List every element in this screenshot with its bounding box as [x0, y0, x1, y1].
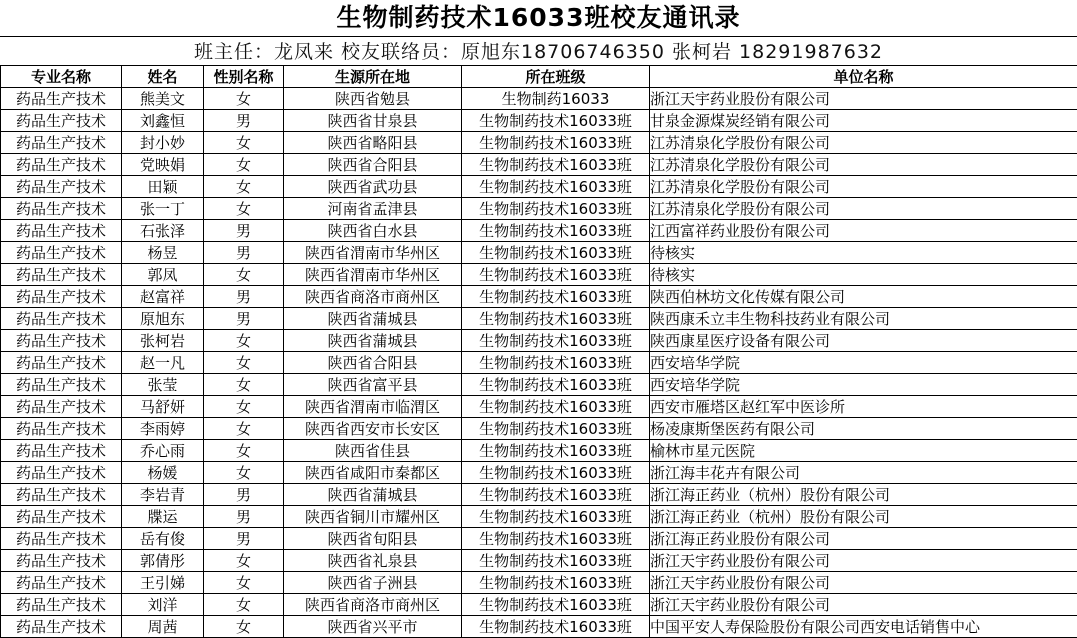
cell-employer: 西安市雁塔区赵红军中医诊所	[650, 396, 1077, 418]
header-gender: 性别名称	[204, 66, 284, 88]
cell-employer: 待核实	[650, 242, 1077, 264]
cell-gender: 女	[204, 550, 284, 572]
table-row	[1, 176, 1077, 198]
table-row	[1, 528, 1077, 550]
cell-major: 药品生产技术	[1, 550, 122, 572]
cell-class: 生物制药技术16033班	[462, 594, 650, 616]
cell-major: 药品生产技术	[1, 308, 122, 330]
cell-class: 生物制药技术16033班	[462, 242, 650, 264]
cell-class: 生物制药技术16033班	[462, 286, 650, 308]
cell-origin: 陕西省旬阳县	[284, 528, 462, 550]
cell-employer: 甘泉金源煤炭经销有限公司	[650, 110, 1077, 132]
cell-gender: 女	[204, 154, 284, 176]
cell-employer: 杨凌康斯堡医药有限公司	[650, 418, 1077, 440]
cell-name: 田颖	[122, 176, 204, 198]
cell-class: 生物制药技术16033班	[462, 154, 650, 176]
cell-name: 王引娣	[122, 572, 204, 594]
table-row	[1, 286, 1077, 308]
header-major: 专业名称	[1, 66, 122, 88]
cell-origin: 陕西省商洛市商州区	[284, 286, 462, 308]
cell-name: 张一丁	[122, 198, 204, 220]
cell-origin: 陕西省渭南市华州区	[284, 242, 462, 264]
cell-major: 药品生产技术	[1, 286, 122, 308]
cell-class: 生物制药技术16033班	[462, 374, 650, 396]
cell-origin: 河南省孟津县	[284, 198, 462, 220]
cell-origin: 陕西省蒲城县	[284, 330, 462, 352]
cell-gender: 女	[204, 572, 284, 594]
cell-origin: 陕西省蒲城县	[284, 308, 462, 330]
cell-major: 药品生产技术	[1, 352, 122, 374]
table-row	[1, 594, 1077, 616]
cell-class: 生物制药技术16033班	[462, 616, 650, 638]
cell-class: 生物制药技术16033班	[462, 462, 650, 484]
cell-major: 药品生产技术	[1, 528, 122, 550]
cell-name: 张柯岩	[122, 330, 204, 352]
cell-class: 生物制药技术16033班	[462, 418, 650, 440]
cell-origin: 陕西省西安市长安区	[284, 418, 462, 440]
cell-gender: 女	[204, 264, 284, 286]
cell-name: 李雨婷	[122, 418, 204, 440]
header-class: 所在班级	[462, 66, 650, 88]
cell-origin: 陕西省勉县	[284, 88, 462, 110]
cell-name: 赵一凡	[122, 352, 204, 374]
cell-employer: 江苏清泉化学股份有限公司	[650, 154, 1077, 176]
cell-class: 生物制药技术16033班	[462, 528, 650, 550]
cell-gender: 男	[204, 242, 284, 264]
table-row	[1, 550, 1077, 572]
cell-major: 药品生产技术	[1, 506, 122, 528]
cell-gender: 女	[204, 374, 284, 396]
cell-class: 生物制药技术16033班	[462, 550, 650, 572]
cell-employer: 榆林市星元医院	[650, 440, 1077, 462]
cell-origin: 陕西省略阳县	[284, 132, 462, 154]
cell-employer: 浙江海丰花卉有限公司	[650, 462, 1077, 484]
cell-gender: 女	[204, 616, 284, 638]
table-row	[1, 572, 1077, 594]
cell-major: 药品生产技术	[1, 396, 122, 418]
header-name: 姓名	[122, 66, 204, 88]
cell-employer: 浙江天宇药业股份有限公司	[650, 88, 1077, 110]
cell-major: 药品生产技术	[1, 594, 122, 616]
table-header-row	[1, 66, 1077, 88]
cell-gender: 女	[204, 462, 284, 484]
cell-gender: 女	[204, 176, 284, 198]
cell-gender: 男	[204, 506, 284, 528]
cell-gender: 女	[204, 88, 284, 110]
cell-name: 马舒妍	[122, 396, 204, 418]
cell-major: 药品生产技术	[1, 198, 122, 220]
cell-gender: 男	[204, 484, 284, 506]
cell-origin: 陕西省商洛市商州区	[284, 594, 462, 616]
table-row	[1, 154, 1077, 176]
alumni-table	[0, 65, 1077, 638]
cell-gender: 男	[204, 528, 284, 550]
cell-employer: 江苏清泉化学股份有限公司	[650, 198, 1077, 220]
table-row	[1, 132, 1077, 154]
table-row	[1, 110, 1077, 132]
header-origin: 生源所在地	[284, 66, 462, 88]
cell-class: 生物制药技术16033班	[462, 352, 650, 374]
cell-employer: 浙江海正药业股份有限公司	[650, 528, 1077, 550]
cell-employer: 陕西康星医疗设备有限公司	[650, 330, 1077, 352]
table-row	[1, 220, 1077, 242]
cell-major: 药品生产技术	[1, 110, 122, 132]
cell-name: 封小妙	[122, 132, 204, 154]
table-row	[1, 198, 1077, 220]
cell-origin: 陕西省咸阳市秦都区	[284, 462, 462, 484]
cell-name: 郭凤	[122, 264, 204, 286]
cell-employer: 浙江天宇药业股份有限公司	[650, 550, 1077, 572]
table-row	[1, 88, 1077, 110]
cell-employer: 浙江海正药业（杭州）股份有限公司	[650, 484, 1077, 506]
cell-name: 牒运	[122, 506, 204, 528]
cell-class: 生物制药技术16033班	[462, 220, 650, 242]
cell-employer: 西安培华学院	[650, 352, 1077, 374]
cell-major: 药品生产技术	[1, 374, 122, 396]
table-row	[1, 330, 1077, 352]
cell-major: 药品生产技术	[1, 440, 122, 462]
header-employer: 单位名称	[650, 66, 1077, 88]
table-row	[1, 374, 1077, 396]
table-row	[1, 506, 1077, 528]
cell-major: 药品生产技术	[1, 484, 122, 506]
cell-origin: 陕西省富平县	[284, 374, 462, 396]
cell-class: 生物制药技术16033班	[462, 198, 650, 220]
cell-origin: 陕西省佳县	[284, 440, 462, 462]
cell-gender: 男	[204, 110, 284, 132]
table-row	[1, 264, 1077, 286]
table-row	[1, 418, 1077, 440]
cell-employer: 陕西伯林坊文化传媒有限公司	[650, 286, 1077, 308]
cell-class: 生物制药技术16033班	[462, 440, 650, 462]
cell-major: 药品生产技术	[1, 176, 122, 198]
cell-major: 药品生产技术	[1, 242, 122, 264]
cell-class: 生物制药技术16033班	[462, 308, 650, 330]
cell-name: 杨昱	[122, 242, 204, 264]
cell-major: 药品生产技术	[1, 264, 122, 286]
cell-major: 药品生产技术	[1, 88, 122, 110]
cell-employer: 待核实	[650, 264, 1077, 286]
cell-major: 药品生产技术	[1, 572, 122, 594]
cell-class: 生物制药技术16033班	[462, 484, 650, 506]
cell-origin: 陕西省渭南市临渭区	[284, 396, 462, 418]
cell-employer: 江苏清泉化学股份有限公司	[650, 176, 1077, 198]
cell-name: 周茜	[122, 616, 204, 638]
cell-gender: 男	[204, 220, 284, 242]
cell-gender: 男	[204, 286, 284, 308]
cell-gender: 女	[204, 352, 284, 374]
cell-gender: 女	[204, 440, 284, 462]
cell-employer: 中国平安人寿保险股份有限公司西安电话销售中心	[650, 616, 1077, 638]
cell-name: 原旭东	[122, 308, 204, 330]
cell-name: 张莹	[122, 374, 204, 396]
cell-major: 药品生产技术	[1, 330, 122, 352]
cell-name: 熊美文	[122, 88, 204, 110]
table-row	[1, 396, 1077, 418]
cell-employer: 浙江天宇药业股份有限公司	[650, 594, 1077, 616]
cell-origin: 陕西省兴平市	[284, 616, 462, 638]
cell-gender: 女	[204, 198, 284, 220]
cell-class: 生物制药技术16033班	[462, 506, 650, 528]
cell-name: 乔心雨	[122, 440, 204, 462]
cell-origin: 陕西省合阳县	[284, 154, 462, 176]
table-row	[1, 484, 1077, 506]
table-row	[1, 308, 1077, 330]
cell-gender: 女	[204, 330, 284, 352]
cell-employer: 西安培华学院	[650, 374, 1077, 396]
cell-gender: 男	[204, 308, 284, 330]
cell-major: 药品生产技术	[1, 154, 122, 176]
cell-origin: 陕西省武功县	[284, 176, 462, 198]
cell-origin: 陕西省甘泉县	[284, 110, 462, 132]
cell-major: 药品生产技术	[1, 616, 122, 638]
cell-class: 生物制药16033	[462, 88, 650, 110]
table-row	[1, 440, 1077, 462]
cell-class: 生物制药技术16033班	[462, 132, 650, 154]
cell-origin: 陕西省子洲县	[284, 572, 462, 594]
table-row	[1, 616, 1077, 638]
cell-major: 药品生产技术	[1, 220, 122, 242]
cell-class: 生物制药技术16033班	[462, 396, 650, 418]
cell-gender: 女	[204, 396, 284, 418]
cell-employer: 陕西康禾立丰生物科技药业有限公司	[650, 308, 1077, 330]
cell-class: 生物制药技术16033班	[462, 110, 650, 132]
cell-gender: 女	[204, 594, 284, 616]
cell-origin: 陕西省合阳县	[284, 352, 462, 374]
cell-class: 生物制药技术16033班	[462, 176, 650, 198]
cell-employer: 浙江海正药业（杭州）股份有限公司	[650, 506, 1077, 528]
cell-name: 郭倩彤	[122, 550, 204, 572]
contact-subtitle: 班主任：龙凤来 校友联络员：原旭东18706746350 张柯岩 18291987632	[193, 41, 884, 63]
cell-name: 党映娟	[122, 154, 204, 176]
cell-gender: 女	[204, 418, 284, 440]
table-row	[1, 352, 1077, 374]
table-row	[1, 242, 1077, 264]
cell-gender: 女	[204, 132, 284, 154]
cell-name: 石张泽	[122, 220, 204, 242]
cell-origin: 陕西省白水县	[284, 220, 462, 242]
cell-origin: 陕西省铜川市耀州区	[284, 506, 462, 528]
cell-name: 杨媛	[122, 462, 204, 484]
cell-origin: 陕西省渭南市华州区	[284, 264, 462, 286]
cell-name: 李岩青	[122, 484, 204, 506]
table-body	[1, 88, 1077, 638]
cell-employer: 江苏清泉化学股份有限公司	[650, 132, 1077, 154]
cell-employer: 江西富祥药业股份有限公司	[650, 220, 1077, 242]
table-row	[1, 462, 1077, 484]
cell-name: 岳有俊	[122, 528, 204, 550]
cell-name: 刘鑫恒	[122, 110, 204, 132]
cell-origin: 陕西省礼泉县	[284, 550, 462, 572]
cell-major: 药品生产技术	[1, 462, 122, 484]
page-title: 生物制药技术16033班校友通讯录	[336, 3, 741, 32]
cell-name: 赵富祥	[122, 286, 204, 308]
cell-class: 生物制药技术16033班	[462, 572, 650, 594]
cell-class: 生物制药技术16033班	[462, 330, 650, 352]
cell-employer: 浙江天宇药业股份有限公司	[650, 572, 1077, 594]
cell-origin: 陕西省蒲城县	[284, 484, 462, 506]
cell-name: 刘洋	[122, 594, 204, 616]
cell-major: 药品生产技术	[1, 132, 122, 154]
cell-class: 生物制药技术16033班	[462, 264, 650, 286]
cell-major: 药品生产技术	[1, 418, 122, 440]
